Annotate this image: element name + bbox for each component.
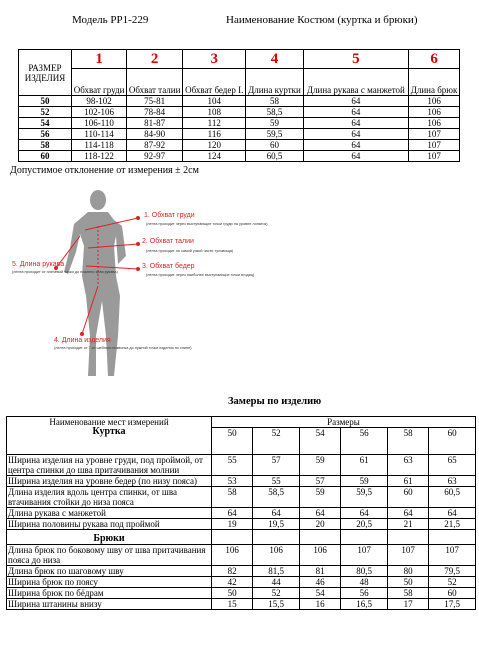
measurement-value: 64 (253, 508, 300, 519)
size-row (19, 129, 460, 140)
product-title: Наименование Костюм (куртка и брюки) (226, 14, 418, 26)
value-cell: 64 (303, 151, 408, 162)
measurement-value: 106 (299, 545, 340, 566)
col-header: Обхват бедер I. (183, 69, 246, 96)
col-header: Обхват талии (127, 69, 183, 96)
measurement-value: 81 (299, 566, 340, 577)
measurement-value: 64 (299, 508, 340, 519)
measurement-value: 80 (387, 566, 428, 577)
col-number: 5 (303, 50, 408, 69)
value-cell: 124 (183, 151, 246, 162)
measurement-row (7, 487, 476, 508)
section-pants: Брюки (7, 530, 212, 545)
value-cell: 118-122 (72, 151, 127, 162)
measurement-row (7, 508, 476, 519)
size-col-header: 54 (299, 428, 340, 455)
measurement-value: 80,5 (341, 566, 388, 577)
measurement-value: 61 (341, 455, 388, 476)
measurement-row (7, 577, 476, 588)
measurement-name: Ширина изделия на уровне груди, под проймой, от центра спинки до шва притачивания молнии (7, 455, 212, 476)
value-cell: 60 (246, 140, 303, 151)
measurement-value: 15 (212, 599, 253, 610)
measurement-value: 64 (341, 508, 388, 519)
col-number: 6 (409, 50, 460, 69)
size-row (19, 96, 460, 107)
measurement-value: 59,5 (341, 487, 388, 508)
measurement-figure (10, 186, 350, 386)
value-cell: 104 (183, 96, 246, 107)
value-cell: 98-102 (72, 96, 127, 107)
size-col-header: 50 (212, 428, 253, 455)
measurement-value: 65 (429, 455, 476, 476)
measurement-value: 107 (341, 545, 388, 566)
measurement-value: 54 (299, 588, 340, 599)
measurement-name: Ширина изделия на уровне бедер (по низу пояса) (7, 476, 212, 487)
measurement-value: 50 (212, 588, 253, 599)
size-cell: 60 (19, 151, 72, 162)
size-col-header: 58 (387, 428, 428, 455)
measurement-value: 42 (212, 577, 253, 588)
measurement-name: Ширина штанины внизу (7, 599, 212, 610)
value-cell: 87-92 (127, 140, 183, 151)
measurement-value: 107 (429, 545, 476, 566)
value-cell: 64 (303, 129, 408, 140)
measurement-value: 60 (429, 588, 476, 599)
label-length: 4. Длина изделия (54, 337, 111, 344)
measurement-value: 106 (212, 545, 253, 566)
measurement-value: 63 (387, 455, 428, 476)
value-cell: 78-84 (127, 107, 183, 118)
col-number: 1 (72, 50, 127, 69)
col-number: 4 (246, 50, 303, 69)
value-cell: 102-106 (72, 107, 127, 118)
value-cell: 106 (409, 107, 460, 118)
measurement-value: 107 (387, 545, 428, 566)
value-cell: 60,5 (246, 151, 303, 162)
value-cell: 110-114 (72, 129, 127, 140)
note-sleeve: (лента проходит от плечевой точки до нижнего края рукава) (12, 270, 118, 274)
label-chest: 1. Обхват груди (144, 212, 195, 219)
measurement-value: 53 (212, 476, 253, 487)
measurement-name: Длина брюк по шаговому шву (7, 566, 212, 577)
value-cell: 81-87 (127, 118, 183, 129)
size-cell: 58 (19, 140, 72, 151)
measurement-value: 56 (341, 588, 388, 599)
measurement-row (7, 599, 476, 610)
measurement-value: 59 (341, 476, 388, 487)
note-waist: (лента проходит по самой узкой части туловища) (146, 249, 234, 253)
size-row (19, 118, 460, 129)
col-number: 3 (183, 50, 246, 69)
note-chest: (лента проходит через выступающие точки груди на уровне лопаток) (146, 222, 268, 226)
measurement-value: 17 (387, 599, 428, 610)
col-header: Длина брюк (409, 69, 460, 96)
measurement-value: 106 (253, 545, 300, 566)
label-hips: 3. Обхват бедер (142, 263, 195, 270)
measurement-value: 61 (387, 476, 428, 487)
measurement-value: 55 (253, 476, 300, 487)
size-table (18, 49, 460, 162)
value-cell: 107 (409, 151, 460, 162)
value-cell: 107 (409, 129, 460, 140)
measurement-value: 59 (299, 487, 340, 508)
label-sleeve: 5. Длина рукава (12, 261, 65, 268)
value-cell: 58,5 (246, 107, 303, 118)
measurement-value: 79,5 (429, 566, 476, 577)
measurement-value: 60 (387, 487, 428, 508)
measurement-value: 17,5 (429, 599, 476, 610)
value-cell: 114-118 (72, 140, 127, 151)
label-waist: 2. Обхват талии (142, 238, 194, 245)
product-measurements-table (6, 416, 476, 610)
value-cell: 112 (183, 118, 246, 129)
measurement-row (7, 545, 476, 566)
measurement-name: Ширина брюк по бёдрам (7, 588, 212, 599)
measurement-value: 52 (253, 588, 300, 599)
measurement-value: 58 (212, 487, 253, 508)
measurement-value: 64 (212, 508, 253, 519)
value-cell: 116 (183, 129, 246, 140)
measurement-value: 58 (387, 588, 428, 599)
measurement-value: 57 (253, 455, 300, 476)
measurement-value: 48 (341, 577, 388, 588)
value-cell: 108 (183, 107, 246, 118)
measurement-value: 20,5 (341, 519, 388, 530)
measurement-value: 59 (299, 455, 340, 476)
model-label: Модель РР1-229 (72, 14, 149, 26)
measurement-value: 21,5 (429, 519, 476, 530)
value-cell: 75-81 (127, 96, 183, 107)
size-row (19, 140, 460, 151)
value-cell: 106-110 (72, 118, 127, 129)
measurement-name: Длина брюк по боковому шву от шва притачивания пояса до низа (7, 545, 212, 566)
col-number: 2 (127, 50, 183, 69)
value-cell: 64 (303, 107, 408, 118)
measurement-value: 81,5 (253, 566, 300, 577)
measurement-value: 58,5 (253, 487, 300, 508)
measurement-value: 19 (212, 519, 253, 530)
value-cell: 59,5 (246, 129, 303, 140)
measurement-value: 52 (429, 577, 476, 588)
col-header: Обхват груди (72, 69, 127, 96)
measurement-name: Длина изделия вдоль центра спинки, от шва втачивания стойки до низа пояса (7, 487, 212, 508)
value-cell: 58 (246, 96, 303, 107)
value-cell: 92-97 (127, 151, 183, 162)
value-cell: 120 (183, 140, 246, 151)
value-cell: 106 (409, 118, 460, 129)
measurement-value: 21 (387, 519, 428, 530)
measurement-name: Ширина половины рукава под проймой (7, 519, 212, 530)
measurement-row (7, 519, 476, 530)
note-hips: (лента проходит через наиболее выступающие точки ягодиц) (146, 273, 255, 277)
size-col-header: 56 (341, 428, 388, 455)
sizes-header: Размеры (212, 417, 476, 428)
size-cell: 56 (19, 129, 72, 140)
measurement-value: 19,5 (253, 519, 300, 530)
measurement-value: 15,5 (253, 599, 300, 610)
value-cell: 59 (246, 118, 303, 129)
measurement-value: 46 (299, 577, 340, 588)
value-cell: 107 (409, 140, 460, 151)
measurement-value: 63 (429, 476, 476, 487)
measurement-row (7, 476, 476, 487)
place-header-label: Наименование мест измерений (49, 417, 169, 427)
value-cell: 64 (303, 96, 408, 107)
measurement-name: Ширина брюк по поясу (7, 577, 212, 588)
measurement-value: 16 (299, 599, 340, 610)
value-cell: 84-90 (127, 129, 183, 140)
size-cell: 54 (19, 118, 72, 129)
size-cell: 52 (19, 107, 72, 118)
size-col-header: 52 (253, 428, 300, 455)
measurement-value: 16,5 (341, 599, 388, 610)
section-jacket: Куртка (92, 426, 126, 437)
measurement-value: 64 (429, 508, 476, 519)
value-cell: 64 (303, 118, 408, 129)
size-header: РАЗМЕР ИЗДЕЛИЯ (19, 50, 72, 96)
measurement-value: 60,5 (429, 487, 476, 508)
place-header (7, 417, 212, 455)
measurement-value: 20 (299, 519, 340, 530)
col-header: Длина рукава с манжетой (303, 69, 408, 96)
measurement-value: 64 (387, 508, 428, 519)
measurement-name: Длина рукава с манжетой (7, 508, 212, 519)
size-row (19, 151, 460, 162)
tolerance-note: Допустимое отклонение от измерения ± 2см (10, 165, 199, 176)
value-cell: 64 (303, 140, 408, 151)
measurement-row (7, 566, 476, 577)
note-length: (лента проходит от 7-го шейного позвонка до нужной точки изделия по спине) (54, 346, 192, 350)
size-col-header: 60 (429, 428, 476, 455)
measurement-value: 55 (212, 455, 253, 476)
measurement-value: 44 (253, 577, 300, 588)
col-header: Длина куртки (246, 69, 303, 96)
measurement-value: 50 (387, 577, 428, 588)
measurement-value: 57 (299, 476, 340, 487)
size-row (19, 107, 460, 118)
measurement-row (7, 588, 476, 599)
value-cell: 106 (409, 96, 460, 107)
measurement-value: 82 (212, 566, 253, 577)
size-cell: 50 (19, 96, 72, 107)
measurement-row (7, 455, 476, 476)
product-measurements-title: Замеры по изделию (228, 396, 322, 407)
